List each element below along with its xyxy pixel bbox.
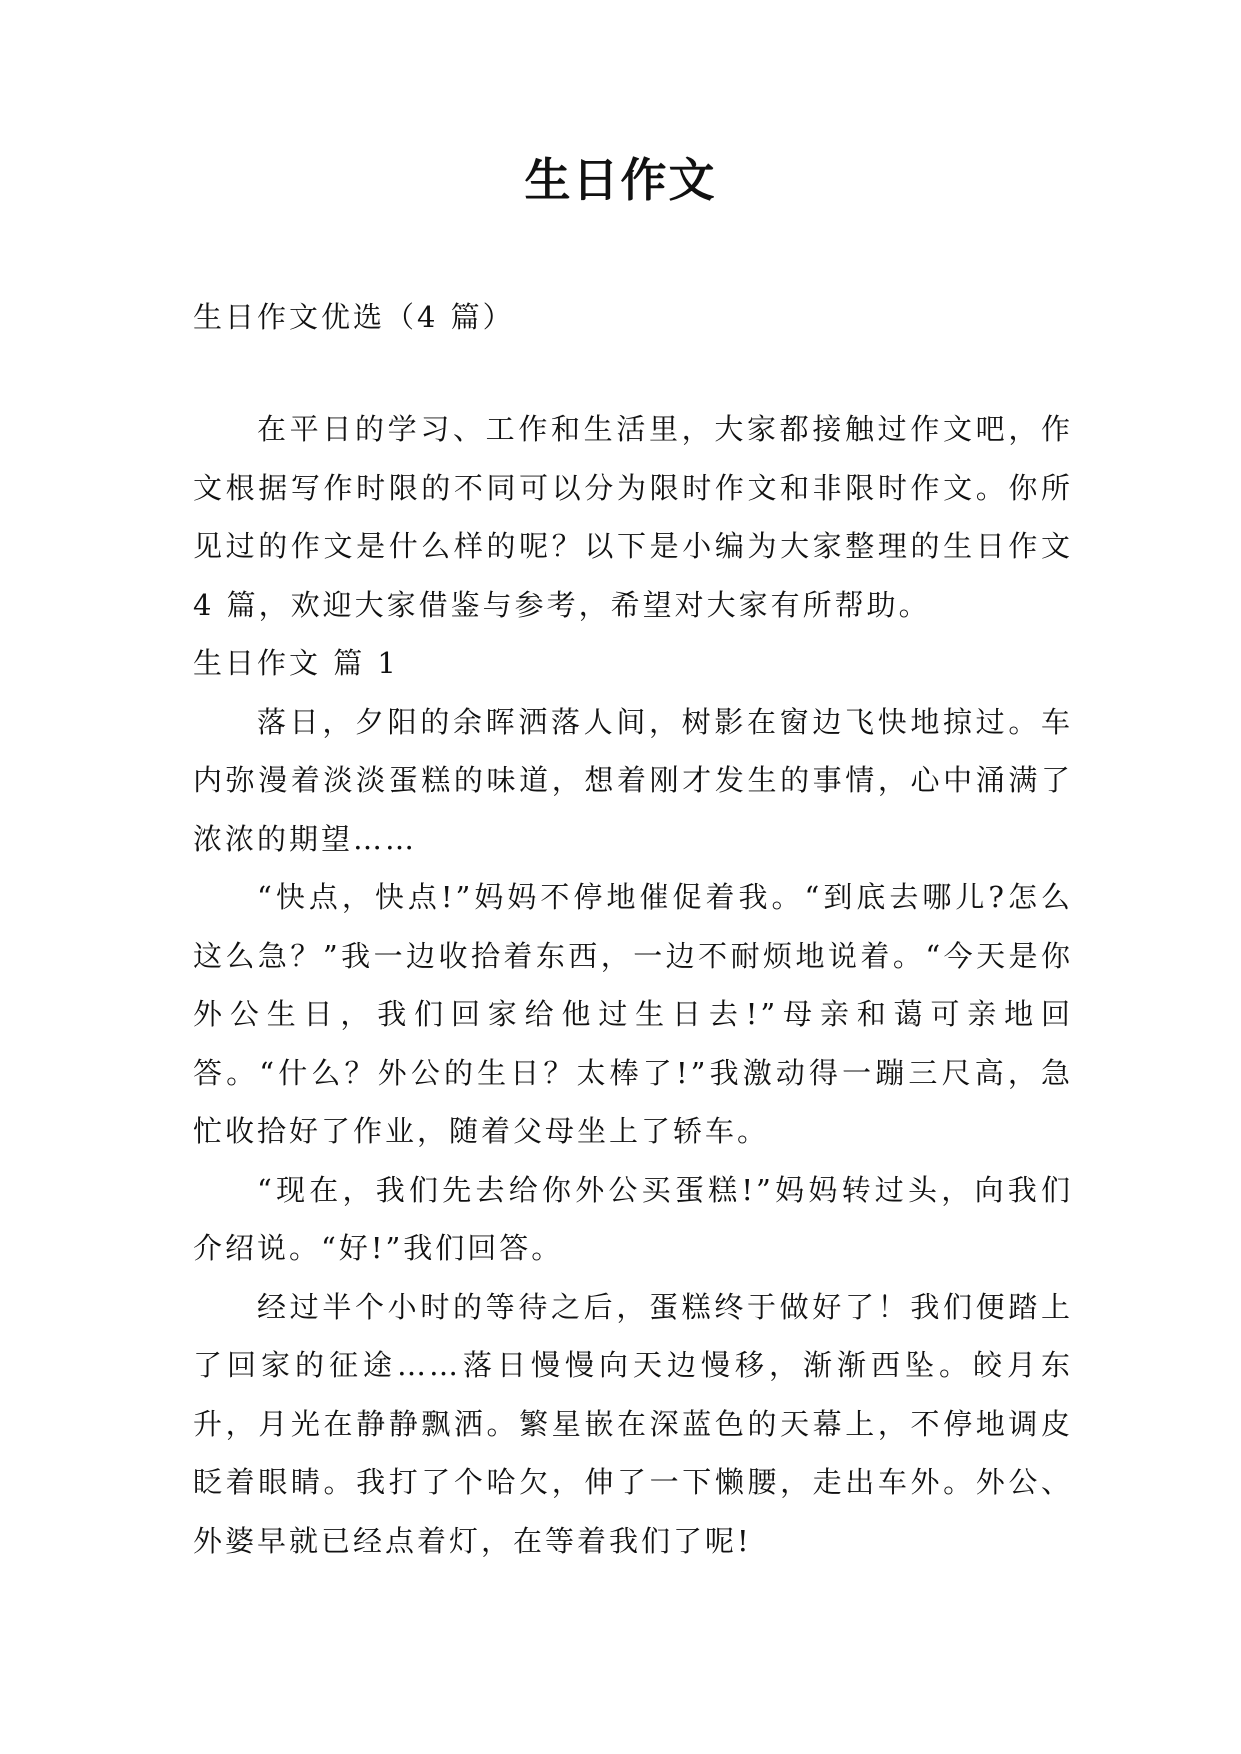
document-title: 生日作文 xyxy=(524,153,717,207)
document-content xyxy=(193,400,1073,1570)
section-heading: 生日作文 篇 1 xyxy=(193,646,399,680)
story-paragraph: “现在，我们先去给你外公买蛋糕!”妈妈转过头，向我们介绍说。“好!”我们回答。 xyxy=(193,1172,1073,1265)
story-paragraph: 落日，夕阳的余晖洒落人间，树影在窗边飞快地掠过。车内弥漫着淡淡蛋糕的味道，想着刚才发生的事情，心中涌满了浓浓的期望…… xyxy=(193,704,1073,856)
story-paragraph: 经过半个小时的等待之后，蛋糕终于做好了！我们便踏上了回家的征途……落日慢慢向天边慢移，渐渐西坠。皎月东升，月光在静静飘洒。繁星嵌在深蓝色的天幕上，不停地调皮眨着眼睛。我打了个哈欠，伸了一下懒腰，走出车外。外公、外婆早就已经点着灯，在等着我们了呢! xyxy=(193,1289,1073,1558)
document-subtitle: 生日作文优选（4 篇） xyxy=(193,300,515,334)
story-paragraph: “快点，快点!”妈妈不停地催促着我。“到底去哪儿?怎么这么急？”我一边收拾着东西，一边不耐烦地说着。“今天是你外公生日，我们回家给他过生日去!”母亲和蔼可亲地回答。“什么？外公的生日？太棒了!”我激动得一蹦三尺高，急忙收拾好了作业，随着父母坐上了轿车。 xyxy=(193,880,1073,1148)
intro-paragraph: 在平日的学习、工作和生活里，大家都接触过作文吧，作文根据写作时限的不同可以分为限时作文和非限时作文。你所见过的作文是什么样的呢？以下是小编为大家整理的生日作文 4 篇，欢迎大家借鉴与参考，希望对大家有所帮助。 xyxy=(193,412,1073,622)
